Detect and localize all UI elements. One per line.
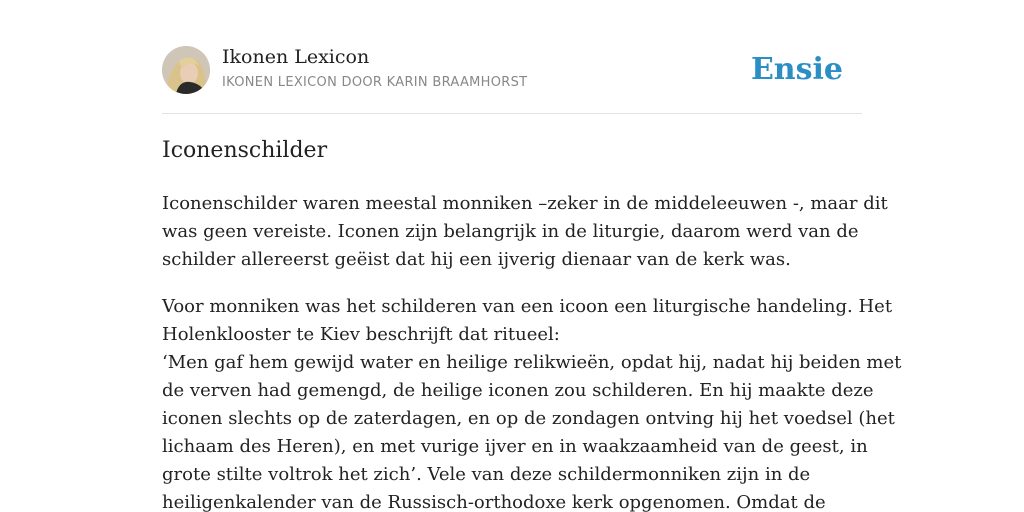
article-paragraph	[162, 190, 888, 274]
header-divider	[162, 113, 862, 114]
paragraph-line: heiligenkalender van de Russisch-orthodoxe kerk opgenomen. Omdat de	[162, 492, 826, 512]
paragraph-line: grote stilte voltrok het zich’. Vele van deze schildermonniken zijn in de	[162, 464, 811, 485]
paragraph-line: lichaam des Heren), en met vurige ijver en in waakzaamheid van de geest, in	[162, 436, 868, 457]
avatar-image	[162, 46, 210, 94]
author-subtitle: IKONEN LEXICON DOOR KARIN BRAAMHORST	[222, 75, 528, 90]
author-header	[162, 44, 862, 96]
paragraph-line: ‘Men gaf hem gewijd water en heilige relikwieën, opdat hij, nadat hij beiden met	[162, 352, 902, 373]
article-paragraph	[162, 293, 902, 512]
paragraph-line: de verven had gemengd, de heilige iconen zou schilderen. En hij maakte deze	[162, 380, 874, 401]
author-name[interactable]: Ikonen Lexicon	[222, 46, 370, 68]
paragraph-line: Iconenschilder waren meestal monniken –zeker in de middeleeuwen -, maar dit	[162, 193, 888, 214]
article-body	[162, 190, 902, 512]
author-avatar[interactable]	[162, 46, 210, 94]
article-title: Iconenschilder	[162, 138, 328, 163]
paragraph-line: schilder allereerst geëist dat hij een ijverig dienaar van de kerk was.	[162, 249, 791, 270]
paragraph-line: was geen vereiste. Iconen zijn belangrijk in de liturgie, daarom werd van de	[162, 221, 859, 242]
paragraph-line: Voor monniken was het schilderen van een icoon een liturgische handeling. Het	[162, 296, 893, 317]
paragraph-line: iconen slechts op de zaterdagen, en op de zondagen ontving hij het voedsel (het	[162, 408, 895, 429]
paragraph-line: Holenklooster te Kiev beschrijft dat ritueel:	[162, 324, 560, 345]
brand-logo[interactable]: Ensie	[750, 52, 843, 87]
